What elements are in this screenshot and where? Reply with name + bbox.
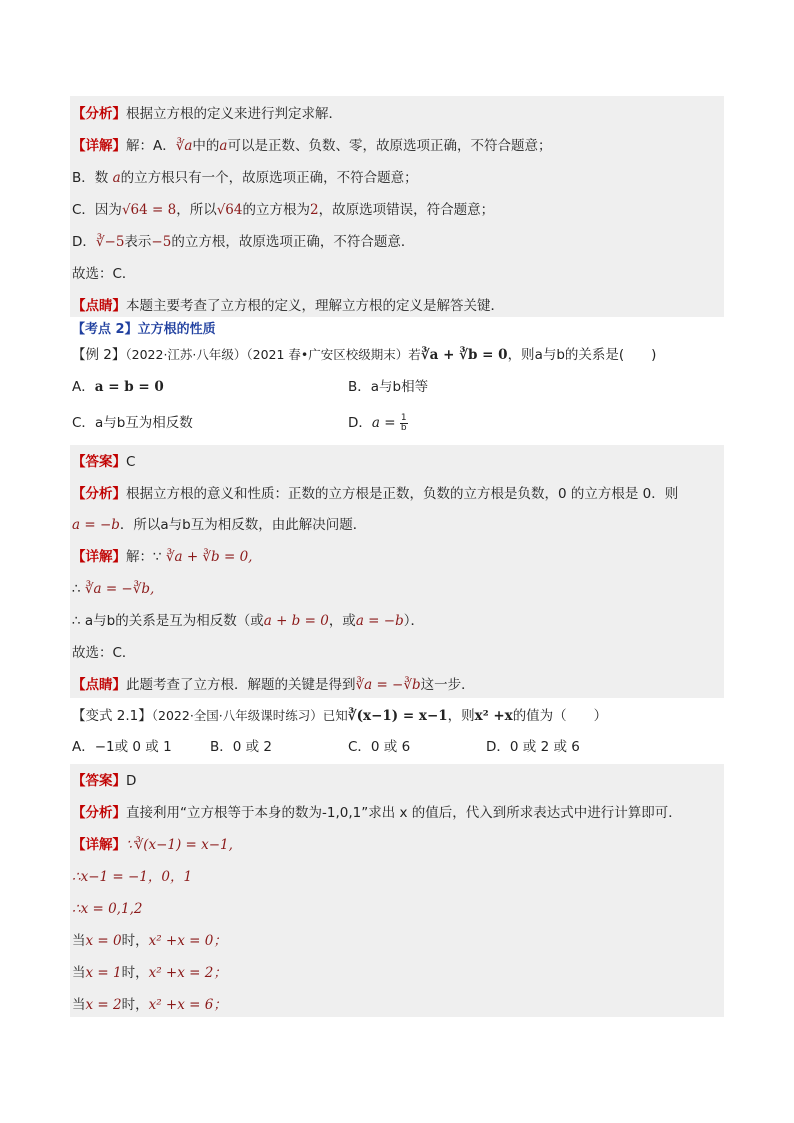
comment-line-2: 【点睛】此题考查了立方根．解题的关键是得到∛a = −∛b这一步． [72, 677, 475, 693]
detail-line-3e: 当x = 1时，x² +x = 2； [72, 965, 227, 981]
answer-line-2: 【答案】C [72, 454, 136, 470]
fraction-1-over-b: $\frac{1}{b}$ [400, 412, 407, 433]
variant-2-1-option-c: C．0 或 6 [348, 739, 411, 755]
variant-2-1-option-a: A．−1或 0 或 1 [72, 739, 172, 755]
detail-line-2a: 【详解】解：∵ ∛a + ∛b = 0, [72, 549, 253, 565]
analysis-line-3: 【分析】直接利用“立方根等于本身的数为-1,0,1”求出 x 的值后，代入到所求表达式中进行计算即可． [72, 805, 682, 821]
detail-line-2b: ∴ ∛a = −∛b, [72, 581, 155, 597]
example-2-option-a: A．a = b = 0 [72, 379, 164, 395]
section-heading-kaodian-2: 【考点 2】立方根的性质 [72, 322, 216, 337]
detail-line-d: D．∛−5表示−5的立方根，故原选项正确，不符合题意． [72, 234, 415, 250]
detail-line-2c: ∴ a与b的关系是互为相反数（或a + b = 0，或a = −b）． [72, 613, 424, 629]
detail-line-3d: 当x = 0时，x² +x = 0； [72, 933, 227, 949]
detail-line-3a: 【详解】∵∛(x−1) = x−1, [72, 837, 233, 853]
solution-block-2 [70, 445, 724, 698]
analysis-line-2b: a = −b．所以a与b互为相反数，由此解决问题． [72, 517, 367, 533]
detail-line-3f: 当x = 2时，x² +x = 6； [72, 997, 227, 1013]
answer-line-3: 【答案】D [72, 773, 137, 789]
example-2-option-c: C．a与b互为相反数 [72, 415, 193, 431]
answer-choice-line-2: 故选：C． [72, 645, 136, 661]
analysis-line-2a: 【分析】根据立方根的意义和性质：正数的立方根是正数，负数的立方根是负数，0 的立方根是 0．则 [72, 486, 679, 502]
answer-choice-line-1: 故选：C． [72, 266, 136, 282]
detail-line-3b: ∴x−1 = −1，0，1 [72, 869, 193, 885]
detail-line-c: C．因为√64 = 8，所以√64的立方根为2，故原选项错误，符合题意； [72, 202, 495, 218]
comment-line-1: 【点睛】本题主要考查了立方根的定义，理解立方根的定义是解答关键． [72, 298, 504, 314]
detail-line-a: 【详解】解：A．∛a中的a可以是正数、负数、零，故原选项正确，不符合题意； [72, 138, 552, 154]
detail-line-3c: ∴x = 0,1,2 [72, 901, 143, 917]
analysis-line-1: 【分析】根据立方根的定义来进行判定求解． [72, 106, 342, 122]
variant-2-1-option-d: D．0 或 2 或 6 [486, 739, 580, 755]
variant-2-1-option-b: B．0 或 2 [210, 739, 273, 755]
detail-line-b: B．数 a的立方根只有一个，故原选项正确，不符合题意； [72, 170, 418, 186]
example-2-option-b: B．a与b相等 [348, 379, 429, 395]
variant-2-1-question: 【变式 2.1】（2022·全国·八年级课时练习）已知∛(x−1) = x−1，则x² +x的值为（ ） [72, 708, 608, 724]
example-2-question: 【例 2】（2022·江苏·八年级）（2021 春•广安区校级期末）若∛a + ∛b = 0，则a与b的关系是( ) [72, 347, 657, 363]
example-2-option-d: D．a = $\frac{1}{b}$ [348, 412, 407, 433]
